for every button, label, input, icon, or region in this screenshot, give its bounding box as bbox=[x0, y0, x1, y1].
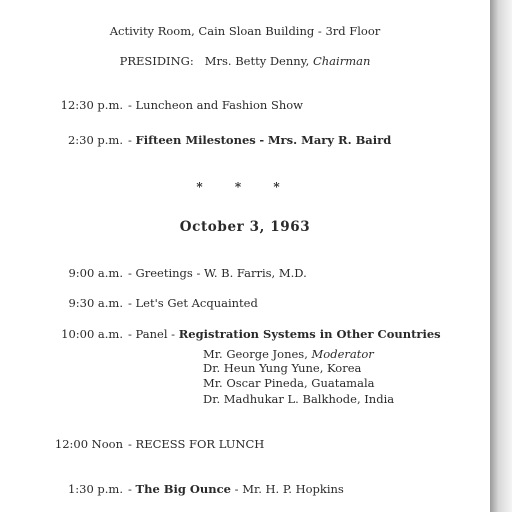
panelist-4: Dr. Madhukar L. Balkhode, India bbox=[203, 392, 395, 406]
time-label: 2:30 p.m. bbox=[67, 133, 123, 147]
presiding-line bbox=[0, 54, 490, 68]
speaker-name: Mr. H. P. Hopkins bbox=[242, 482, 344, 496]
event-text: - RECESS FOR LUNCH bbox=[128, 437, 265, 451]
session-title: The Big Ounce bbox=[135, 482, 231, 496]
event-text: - Panel - Registration Systems in Other Countries bbox=[128, 327, 441, 341]
speaker-name: Mrs. Mary R. Baird bbox=[267, 133, 392, 147]
session-title: Fifteen Milestones bbox=[135, 133, 256, 147]
presiding-role: Chairman bbox=[312, 54, 371, 68]
event-text: - Let's Get Acquainted bbox=[128, 296, 258, 310]
panelist-1: Mr. George Jones, Moderator bbox=[203, 347, 374, 361]
location-line bbox=[0, 24, 490, 38]
time-label: 9:00 a.m. bbox=[68, 266, 123, 280]
panelist-3: Mr. Oscar Pineda, Guatamala bbox=[203, 376, 375, 390]
presiding-label: PRESIDING: bbox=[119, 54, 194, 68]
page-edge-shadow bbox=[490, 0, 512, 512]
date-heading: October 3, 1963 bbox=[179, 219, 311, 235]
event-text: - Luncheon and Fashion Show bbox=[128, 98, 303, 112]
time-label: 12:00 Noon bbox=[54, 437, 123, 451]
event-text: - Greetings - W. B. Farris, M.D. bbox=[128, 266, 307, 280]
speaker-name: W. B. Farris, M.D. bbox=[204, 266, 307, 280]
panelist-2: Dr. Heun Yung Yune, Korea bbox=[203, 361, 362, 375]
time-label: 12:30 p.m. bbox=[60, 98, 123, 112]
section-divider: * * * bbox=[196, 180, 294, 194]
event-text: - The Big Ounce - Mr. H. P. Hopkins bbox=[128, 482, 344, 496]
time-label: 9:30 a.m. bbox=[68, 296, 123, 310]
session-title: Registration Systems in Other Countries bbox=[178, 327, 441, 341]
time-label: 1:30 p.m. bbox=[67, 482, 123, 496]
location-text: Activity Room, Cain Sloan Building - 3rd Floor bbox=[109, 24, 381, 38]
presiding-name: Mrs. Betty Denny, bbox=[204, 54, 310, 68]
event-text: - Fifteen Milestones - Mrs. Mary R. Baird bbox=[128, 133, 392, 147]
time-label: 10:00 a.m. bbox=[61, 327, 123, 341]
